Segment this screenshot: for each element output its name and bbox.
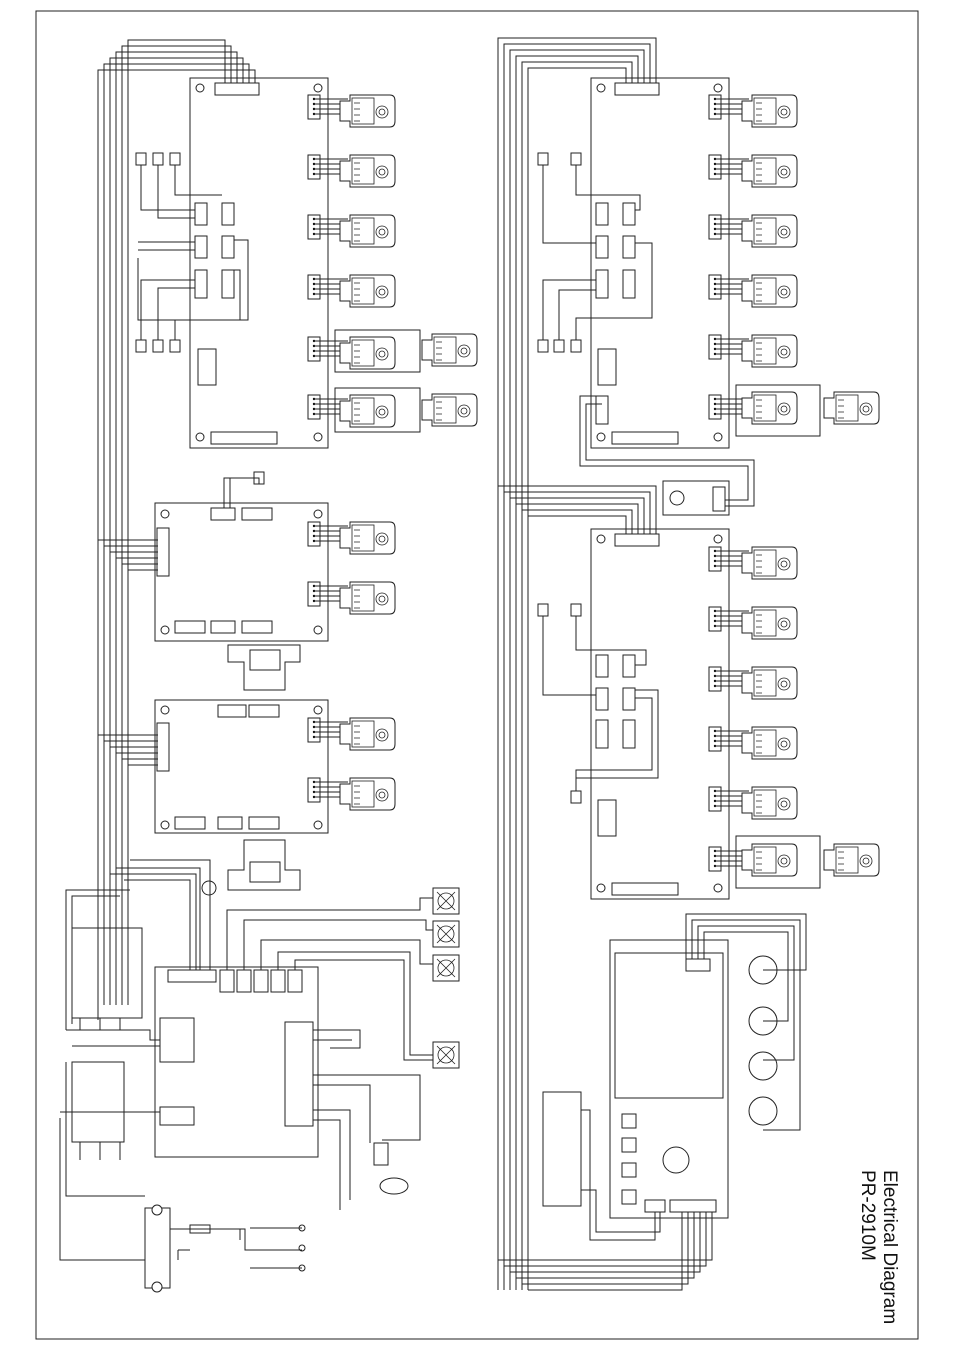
stepper-motor [824, 392, 879, 424]
control-board [610, 940, 728, 1218]
power-board [155, 967, 318, 1157]
stepper-motor [742, 787, 797, 819]
stepper-motor [742, 547, 797, 579]
relay-block-1 [228, 645, 300, 690]
board-top-left [190, 78, 328, 448]
door-sensor-module [663, 481, 729, 515]
stepper-motor [340, 582, 395, 614]
stepper-motor [742, 155, 797, 187]
fans [433, 888, 459, 1068]
stepper-motor [742, 335, 797, 367]
stepper-motor [742, 275, 797, 307]
stepper-motor [340, 215, 395, 247]
stepper-motor [742, 392, 797, 424]
stepper-motor [742, 607, 797, 639]
diagram-title: Electrical Diagram [879, 1170, 900, 1325]
stepper-motor [340, 522, 395, 554]
stepper-motor [340, 337, 395, 369]
stepper-motor [824, 844, 879, 876]
fuse-holder [145, 1205, 210, 1292]
stepper-motor [742, 215, 797, 247]
stepper-motor [742, 844, 797, 876]
board-mid-left-1 [155, 472, 328, 641]
board-top-right [591, 78, 729, 448]
stepper-motor [340, 155, 395, 187]
stepper-motor [340, 718, 395, 750]
stepper-motor [742, 95, 797, 127]
stepper-motor [340, 275, 395, 307]
transformer-1 [72, 928, 142, 1018]
relay-block-2 [228, 840, 300, 890]
transformer-2 [72, 1062, 124, 1142]
model-number: PR-2910M [857, 1170, 878, 1261]
stepper-motor [422, 334, 477, 366]
stepper-motor [340, 778, 395, 810]
display-panel [543, 1092, 581, 1206]
connectors-round [749, 956, 777, 1125]
board-mid-left-2 [155, 700, 328, 833]
stepper-motor [742, 667, 797, 699]
stepper-motor [742, 727, 797, 759]
stepper-motor [340, 95, 395, 127]
stepper-motor [422, 394, 477, 426]
stepper-motor [340, 395, 395, 427]
board-mid-right [538, 529, 729, 899]
title-block [836, 1170, 900, 1325]
power-switch [299, 1225, 305, 1271]
